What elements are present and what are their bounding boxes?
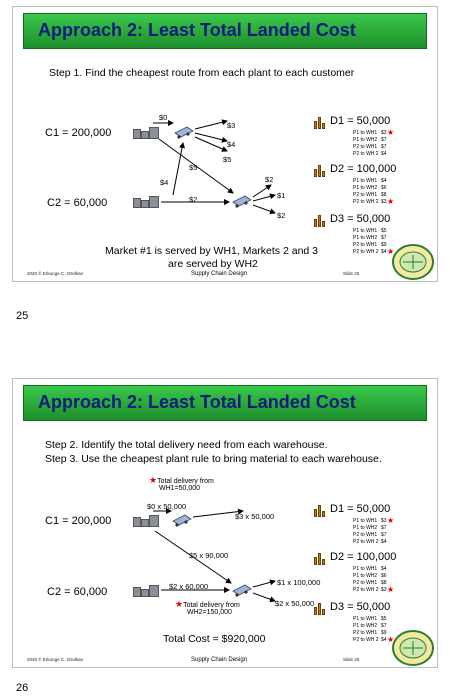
- demand-d2-label: D2 = 100,000: [330, 163, 397, 175]
- demand-d3-label: D3 = 50,000: [330, 601, 391, 613]
- plant-c2-label: C2 = 60,000: [47, 586, 108, 598]
- cost-label: $2 x 50,000: [275, 599, 315, 608]
- wh2-total-value: WH2=150,000: [187, 609, 232, 616]
- wh1-total-note: ★Total delivery from: [149, 475, 214, 485]
- cost-label: $2: [189, 195, 198, 204]
- step-2-text: Step 2. Identify the total delivery need from each warehouse.: [45, 439, 328, 451]
- footer-copyright: 2020 © Erkunge C. Ozelkan: [27, 271, 84, 276]
- d1-route-costs: P1 to WH1 $3 ★ P1 to WH2 $7 P2 to WH1 $7 P2 to WH 2 $4: [353, 516, 395, 545]
- slide-25: [12, 6, 438, 282]
- cost-label: $5 x 90,000: [189, 551, 229, 560]
- cost-label: $4: [227, 140, 236, 149]
- cost-label: $0: [159, 113, 168, 122]
- page-number: 26: [16, 682, 29, 694]
- footer-title: Supply Chain Design: [191, 271, 248, 277]
- cheapest-star-icon: ★: [387, 585, 395, 594]
- cheapest-star-icon: ★: [387, 197, 395, 206]
- wh2-total-note: ★Total delivery from: [175, 599, 240, 609]
- cost-label: $1 x 100,000: [277, 578, 321, 587]
- cost-label: $0 x 50,000: [147, 502, 187, 511]
- d2-route-costs: P1 to WH1 $4 P1 to WH2 $6 P2 to WH1 $8 P2 to WH 2 $3 ★: [353, 178, 395, 206]
- dc-icon: [313, 503, 327, 517]
- note-line-2: are served by WH2: [168, 258, 258, 270]
- page-number: 25: [16, 310, 29, 322]
- cost-label: $5: [223, 155, 232, 164]
- cost-label: $1: [277, 191, 286, 200]
- dc-icon: [313, 213, 327, 227]
- dc-icon: [313, 601, 327, 615]
- dc-icon: [313, 115, 327, 129]
- cheapest-star-icon: ★: [387, 247, 395, 256]
- plant-c2-label: C2 = 60,000: [47, 197, 108, 209]
- cheapest-star-icon: ★: [387, 128, 395, 137]
- footer-slide-number: Slide 25: [343, 271, 360, 276]
- total-cost: Total Cost = $920,000: [163, 633, 266, 645]
- footer-title: Supply Chain Design: [191, 657, 248, 663]
- cost-label: $5: [189, 163, 198, 172]
- dc-icon: [313, 163, 327, 177]
- d1-route-costs: P1 to WH1 $3 ★ P1 to WH2 $7 P2 to WH1 $7 P2 to WH 2 $4: [353, 128, 395, 157]
- star-icon: ★: [149, 475, 158, 485]
- demand-d1-label: D1 = 50,000: [330, 503, 391, 515]
- cheapest-star-icon: ★: [387, 635, 395, 644]
- plant-c1-label: C1 = 200,000: [45, 515, 112, 527]
- cost-label: $2 x 60,000: [169, 582, 209, 591]
- plant-c1-label: C1 = 200,000: [45, 127, 112, 139]
- cost-label: $3 x 50,000: [235, 512, 275, 521]
- star-icon: ★: [175, 599, 184, 609]
- d2-route-costs: P1 to WH1 $4 P1 to WH2 $6 P2 to WH1 $8 P2 to WH 2 $3 ★: [353, 566, 395, 594]
- demand-d3-label: D3 = 50,000: [330, 213, 391, 225]
- cheapest-star-icon: ★: [387, 516, 395, 525]
- d3-route-costs: P1 to WH1 $5 P1 to WH2 $7 P2 to WH1 $9 P2 to WH 2 $4 ★: [353, 228, 395, 256]
- cost-label: $2: [265, 175, 274, 184]
- step-1-text: Step 1. Find the cheapest route from each plant to each customer: [49, 67, 355, 79]
- logo-icon: [391, 629, 435, 667]
- slide-title: Approach 2: Least Total Landed Cost: [38, 20, 356, 40]
- dc-icon: [313, 551, 327, 565]
- footer-copyright: 2020 © Erkunge C. Ozelkan: [27, 657, 84, 662]
- d3-route-costs: P1 to WH1 $5 P1 to WH2 $7 P2 to WH1 $9 P2 to WH 2 $4 ★: [353, 616, 395, 644]
- slide-26: [12, 378, 438, 668]
- cost-label: $2: [277, 211, 286, 220]
- demand-d1-label: D1 = 50,000: [330, 115, 391, 127]
- cost-label: $4: [160, 178, 169, 187]
- slide-title: Approach 2: Least Total Landed Cost: [38, 392, 356, 412]
- cost-label: $3: [227, 121, 236, 130]
- footer-slide-number: Slide 26: [343, 657, 360, 662]
- demand-d2-label: D2 = 100,000: [330, 551, 397, 563]
- wh1-total-value: WH1=50,000: [159, 485, 201, 492]
- note-line-1: Market #1 is served by WH1, Markets 2 and 3: [105, 245, 318, 257]
- logo-icon: [391, 243, 435, 281]
- step-3-text: Step 3. Use the cheapest plant rule to bring material to each warehouse.: [45, 453, 382, 465]
